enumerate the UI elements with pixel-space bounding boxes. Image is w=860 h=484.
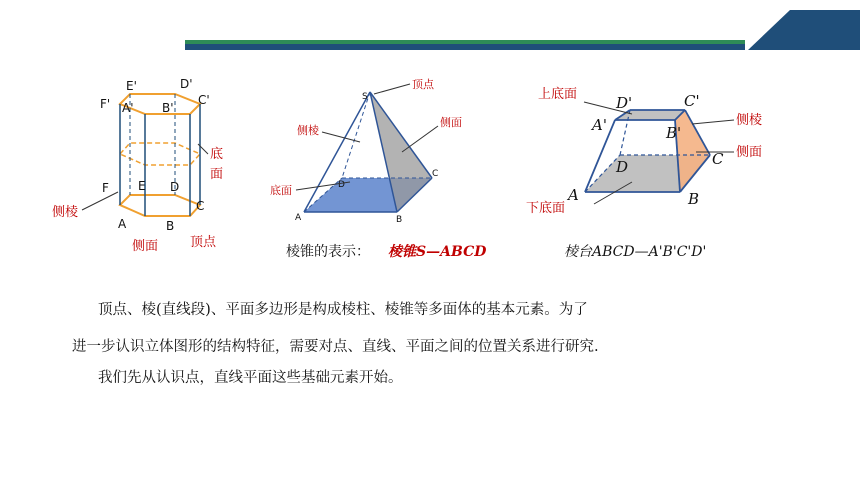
frustum-vertex-d: D bbox=[616, 158, 629, 176]
prism-vertex-f-top: F' bbox=[100, 97, 111, 111]
frustum-vertex-a-top: A' bbox=[592, 116, 607, 134]
pyramid-label-face: 侧面 bbox=[440, 116, 462, 129]
prism-vertex-e: E bbox=[138, 179, 146, 193]
prism-vertex-a: A bbox=[118, 217, 127, 231]
pyramid-vertex-s: S bbox=[362, 92, 368, 102]
prism-vertex-c-top: C' bbox=[198, 93, 210, 107]
frustum-label-face: 侧面 bbox=[736, 145, 763, 160]
header-bar-green bbox=[185, 40, 745, 44]
frustum-vertex-b: B bbox=[688, 190, 700, 208]
frustum-label-edge: 侧棱 bbox=[736, 113, 763, 128]
prism-label-base-2: 面 bbox=[210, 167, 224, 182]
prism-vertex-d: D bbox=[170, 180, 180, 194]
frustum-vertex-a: A bbox=[568, 186, 579, 204]
header-decoration bbox=[0, 0, 860, 60]
body-line-3: 我们先从认识点，直线平面这些基础元素开始。 bbox=[98, 370, 403, 386]
prism-section bbox=[120, 143, 200, 165]
pyramid-label-vertex: 顶点 bbox=[412, 78, 434, 91]
frustum-label-top-base: 上底面 bbox=[538, 87, 578, 102]
prism-vertex-b-top: B' bbox=[162, 101, 174, 115]
pyramid-vertex-d: D bbox=[338, 180, 345, 190]
body-line-1: 顶点、棱(直线段)、平面多边形是构成棱柱、棱锥等多面体的基本元素。为了 bbox=[98, 302, 588, 318]
pyramid-vertex-b: B bbox=[396, 215, 403, 225]
prism-vertex-c: C bbox=[196, 199, 205, 213]
prism-vertex-e-top: E' bbox=[126, 79, 137, 93]
frustum-label-bottom-base: 下底面 bbox=[526, 201, 566, 216]
prism-edge-pointer bbox=[82, 192, 118, 210]
prism-label-base-1: 底 bbox=[210, 147, 224, 162]
pyramid-edge-pointer bbox=[322, 132, 360, 142]
pyramid-vertex-a: A bbox=[295, 213, 302, 223]
pyramid-figure bbox=[262, 70, 492, 270]
header-corner-shape bbox=[748, 10, 860, 50]
prism-vertex-d-top: D' bbox=[180, 77, 193, 91]
pyramid-label-base: 底面 bbox=[270, 184, 292, 197]
prism-label-edge: 侧棱 bbox=[52, 205, 79, 220]
pyramid-label-edge: 侧棱 bbox=[297, 124, 319, 137]
prism-vertex-b: B bbox=[166, 219, 175, 233]
frustum-vertex-c: C bbox=[712, 150, 724, 168]
frustum-caption: 棱台ABCD—A'B'C'D' bbox=[564, 244, 707, 260]
prism-label-face: 侧面 bbox=[132, 239, 159, 254]
pyramid-caption-name: 棱锥S—ABCD bbox=[388, 244, 487, 260]
prism-vertex-a-top: A' bbox=[122, 101, 134, 115]
frustum-vertex-d-top: D' bbox=[616, 94, 633, 112]
pyramid-vertex-pointer bbox=[374, 84, 410, 94]
frustum-edge-pointer bbox=[692, 120, 734, 124]
frustum-figure bbox=[520, 70, 800, 270]
pyramid-vertex-c: C bbox=[432, 169, 439, 179]
pyramid-face-pointer bbox=[402, 126, 438, 152]
prism-bottom-base bbox=[120, 195, 200, 216]
header-bar-navy bbox=[185, 44, 745, 50]
prism-label-vertex: 顶点 bbox=[190, 235, 217, 250]
frustum-vertex-c-top: C' bbox=[684, 92, 700, 110]
frustum-vertex-b-top: B' bbox=[666, 124, 682, 142]
prism-vertex-f: F bbox=[102, 181, 109, 195]
body-line-2: 进一步认识立体图形的结构特征，需要对点、直线、平面之间的位置关系进行研究. bbox=[72, 339, 599, 355]
pyramid-caption-prefix: 棱锥的表示： bbox=[286, 244, 370, 260]
